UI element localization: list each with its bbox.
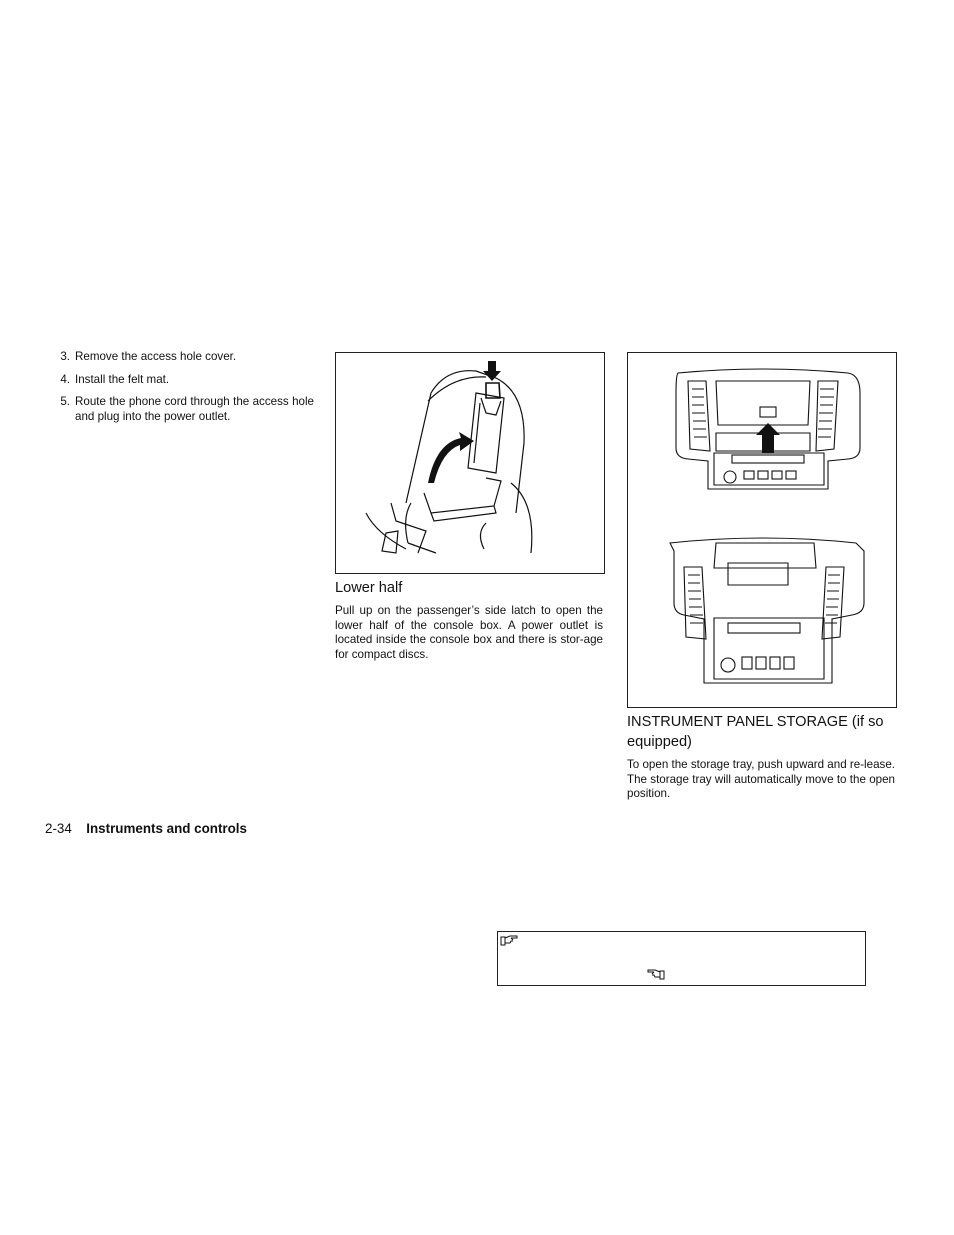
page-number: 2-34 <box>45 821 72 836</box>
console-box-drawing <box>336 353 604 573</box>
step-number: 4. <box>60 372 70 386</box>
instrument-panel-body: To open the storage tray, push upward and re-lease. The storage tray will automatically move to the open position. <box>627 758 895 801</box>
pointing-hand-left-icon[interactable] <box>647 967 665 986</box>
instrument-panel-heading: INSTRUMENT PANEL STORAGE (if so equipped) <box>627 714 884 750</box>
lower-half-body: Pull up on the passenger’s side latch to open the lower half of the console box. A power outlet is located inside the console box and there is stor-age for compact discs. <box>335 604 603 661</box>
step-text: Remove the access hole cover. <box>75 350 237 363</box>
console-box-illustration <box>335 352 605 574</box>
list-item <box>46 395 314 424</box>
pointing-hand-right-icon[interactable] <box>500 933 518 952</box>
section-title: Instruments and controls <box>86 821 247 836</box>
lower-half-heading: Lower half <box>335 580 403 596</box>
step-text: Route the phone cord through the access hole and plug into the power outlet. <box>75 395 314 423</box>
list-item <box>46 350 314 365</box>
step-text: Install the felt mat. <box>75 372 170 386</box>
instrument-panel-drawing <box>628 353 896 707</box>
page-footer <box>45 820 445 838</box>
instrument-panel-illustration <box>627 352 897 708</box>
step-list <box>46 350 314 432</box>
step-number: 3. <box>60 350 70 363</box>
step-number: 5. <box>60 395 70 409</box>
navigation-box <box>497 931 866 986</box>
list-item <box>46 373 314 388</box>
